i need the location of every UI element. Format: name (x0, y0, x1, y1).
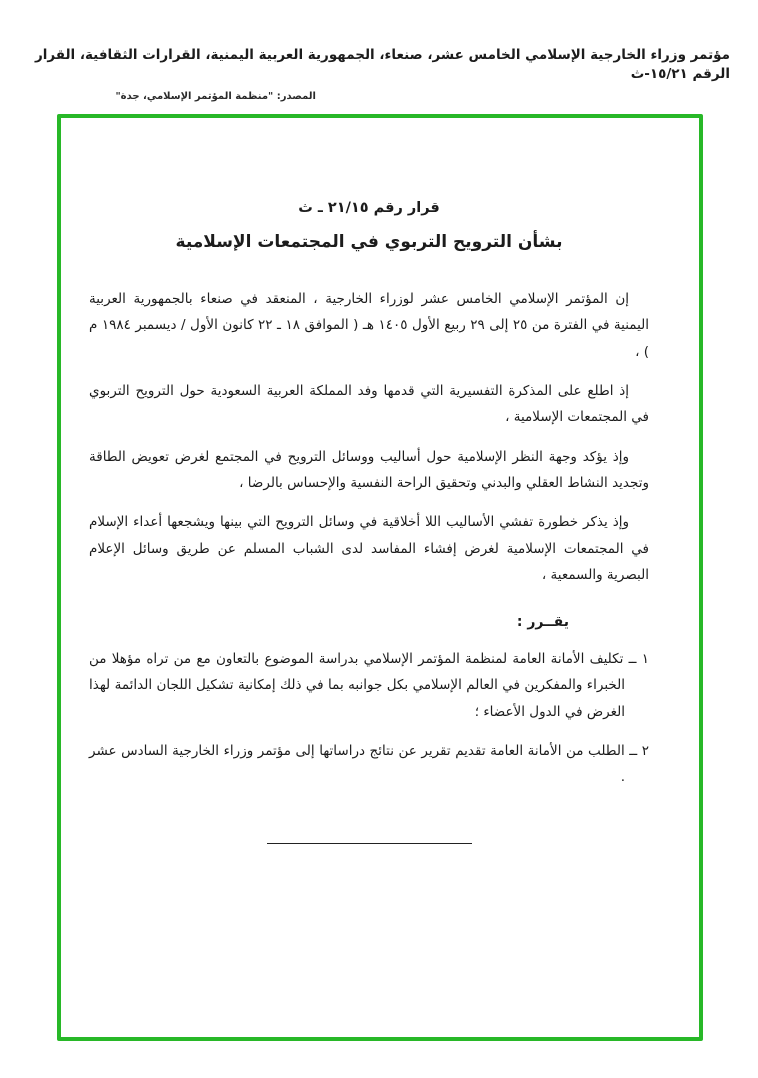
paragraph-viewpoint: وإذ يؤكد وجهة النظر الإسلامية حول أساليب ووسائل الترويح في المجتمع لغرض تعويض الطاقة وتجديد النشاط العقلي والبدني وتحقيق الراحة النفسية والإحساس بالرضا ، (89, 448, 649, 491)
paragraph-preamble: إن المؤتمر الإسلامي الخامس عشر لوزراء الخارجية ، المنعقد في صنعاء بالجمهورية العربية اليمنية في الفترة من ٢٥ إلى ٢٩ ربيع الأول ١٤٠٥ هـ ( الموافق ١٨ ـ ٢٢ كانون الأول / ديسمبر ١٩٨٤ م ) ، (89, 291, 650, 360)
resolution-subject: بشأن الترويح التربوي في المجتمعات الإسلامية (175, 232, 563, 252)
paragraph-memorandum: إذ اطلع على المذكرة التفسيرية التي قدمها وفد المملكة العربية السعودية حول الترويح التربوي في المجتمعات الإسلامية ، (89, 382, 649, 426)
document-header-title: مؤتمر وزراء الخارجية الإسلامي الخامس عشر، صنعاء، الجمهورية العربية اليمنية، القرارات الثقافية، القرار الرقم ١٥/٢١-ث (34, 47, 730, 82)
decision-item-1: ١ ــ تكليف الأمانة العامة لمنظمة المؤتمر الإسلامي بدراسة الموضوع بالتعاون مع من تراه مؤهلا من الخبراء والمفكرين في العالم الإسلامي بكل جوانبه بما في ذلك إمكانية تشكيل اللجان الدائمة لهذا الغرض في الدول الأعضاء ؛ (89, 651, 649, 720)
decision-item-2: ٢ ــ الطلب من الأمانة العامة تقديم تقرير عن نتائج دراساتها إلى مؤتمر وزراء الخارجية السادس عشر . (89, 743, 649, 786)
divider-line (267, 843, 472, 844)
decision-heading: يقــرر : (516, 614, 569, 631)
green-highlight-box (57, 114, 703, 1041)
document-source-line: المصدر: "منظمة المؤتمر الإسلامي، جدة" (115, 90, 316, 102)
resolution-number: قرار رقم ٢١/١٥ ـ ث (298, 200, 440, 216)
paragraph-warning: وإذ يذكر خطورة تفشي الأساليب اللا أخلاقية في وسائل الترويح التي بينها ويشجعها أعداء الإسلام في المجتمعات الإسلامية لغرض إفشاء المفاسد لدى الشباب المسلم عن طريق وسائل الإعلام البصرية والسمعية ، (89, 514, 649, 583)
